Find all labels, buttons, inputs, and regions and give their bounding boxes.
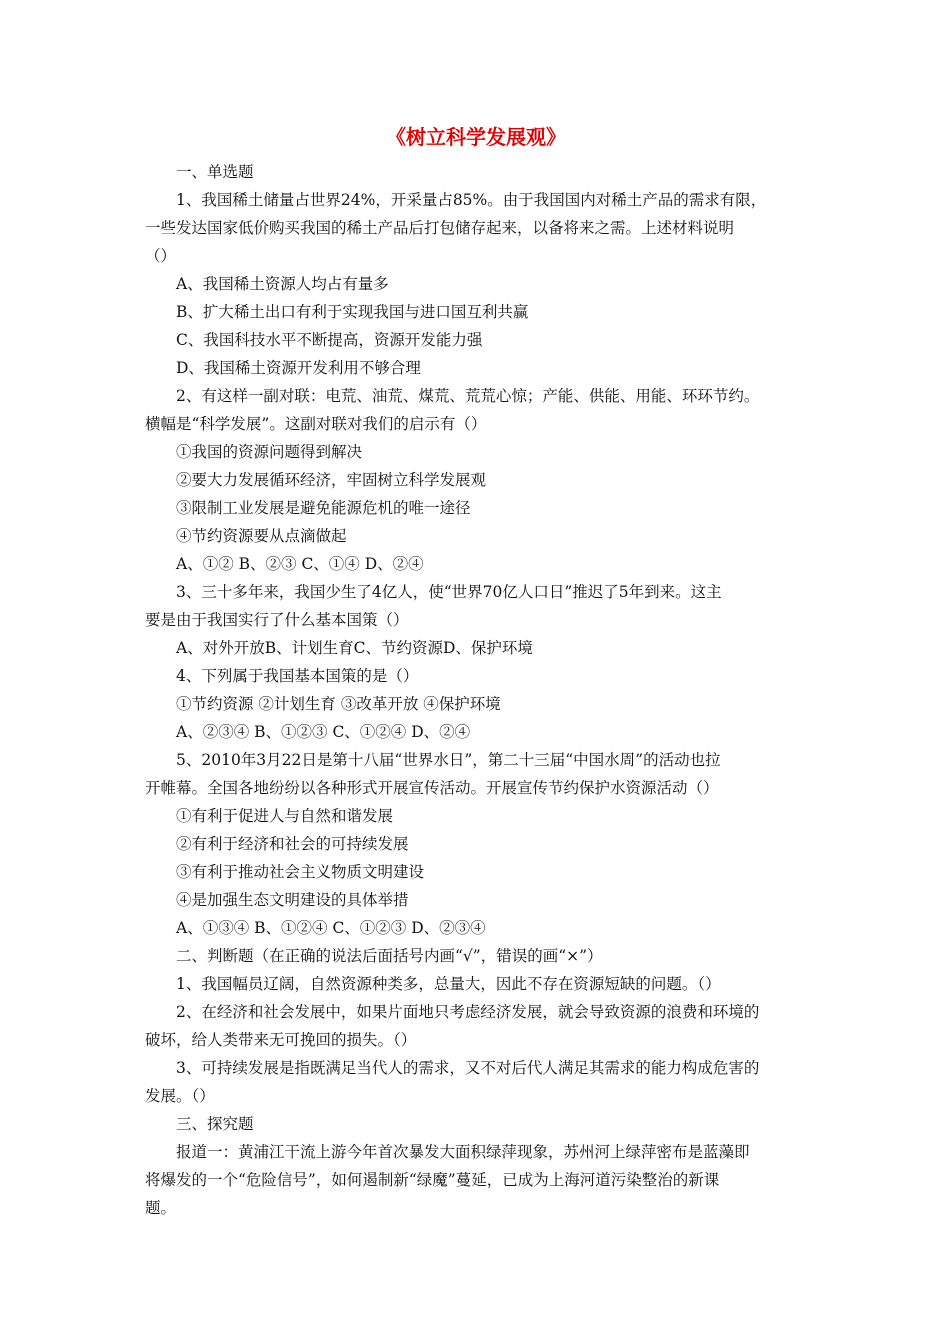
text-line: A、我国稀土资源人均占有量多 [176, 275, 389, 293]
text-line: ③限制工业发展是避免能源危机的唯一途径 [176, 499, 471, 517]
text-line: 1、我国幅员辽阔，自然资源种类多，总量大，因此不存在资源短缺的问题。（） [176, 975, 721, 993]
text-line: 破坏，给人类带来无可挽回的损失。（） [145, 1031, 417, 1049]
text-line: D、我国稀土资源开发利用不够合理 [176, 359, 421, 377]
text-line: ②要大力发展循环经济，牢固树立科学发展观 [176, 471, 487, 489]
text-line: 2、有这样一副对联：电荒、油荒、煤荒、荒荒心惊；产能、供能、用能、环环节约。 [176, 387, 760, 405]
text-line: 5、2010年3月22日是第十八届“世界水日”，第二十三届“中国水周”的活动也拉 [176, 751, 721, 769]
text-line: ②有利于经济和社会的可持续发展 [176, 835, 409, 853]
text-line: ④是加强生态文明建设的具体举措 [176, 891, 409, 909]
document-body [145, 158, 807, 1222]
text-line: 二、判断题（在正确的说法后面括号内画“√”，错误的画“×”） [176, 947, 603, 965]
text-line: 题。 [145, 1199, 177, 1217]
text-line: A、对外开放B、计划生育C、节约资源D、保护环境 [176, 639, 533, 657]
text-line: 一、单选题 [176, 163, 254, 181]
text-line: 将爆发的一个“危险信号”，如何遏制新“绿魔”蔓延，已成为上海河道污染整治的新课 [145, 1171, 720, 1189]
text-line: 3、三十多年来，我国少生了4亿人，使“世界70亿人口日”推迟了5年到来。这主 [176, 583, 722, 601]
text-line: 3、可持续发展是指既满足当代人的需求，又不对后代人满足其需求的能力构成危害的 [176, 1059, 760, 1077]
text-line: 一些发达国家低价购买我国的稀土产品后打包储存起来，以备将来之需。上述材料说明 [145, 219, 735, 237]
text-line: B、扩大稀土出口有利于实现我国与进口国互利共赢 [176, 303, 529, 321]
text-line: 横幅是“科学发展”。这副对联对我们的启示有（） [145, 415, 487, 433]
text-line: C、我国科技水平不断提高，资源开发能力强 [176, 331, 483, 349]
document-page [145, 120, 807, 1222]
text-line: A、②③④ B、①②③ C、①②④ D、②④ [176, 723, 471, 741]
text-line: 1、我国稀土储量占世界24%，开采量占85%。由于我国国内对稀土产品的需求有限， [176, 191, 767, 209]
text-line: （） [145, 247, 177, 265]
text-line: 4、下列属于我国基本国策的是（） [176, 667, 419, 685]
text-line: ③有利于推动社会主义物质文明建设 [176, 863, 425, 881]
text-line: 开帷幕。全国各地纷纷以各种形式开展宣传活动。开展宣传节约保护水资源活动（） [145, 779, 719, 797]
text-line: 三、探究题 [176, 1115, 254, 1133]
text-line: ①有利于促进人与自然和谐发展 [176, 807, 394, 825]
text-line: A、①② B、②③ C、①④ D、②④ [176, 555, 424, 573]
text-line: 报道一：黄浦江干流上游今年首次暴发大面积绿萍现象，苏州河上绿萍密布是蓝藻即 [176, 1143, 750, 1161]
text-line: ①节约资源 ②计划生育 ③改革开放 ④保护环境 [176, 695, 501, 713]
text-line: ④节约资源要从点滴做起 [176, 527, 347, 545]
text-line: 2、在经济和社会发展中，如果片面地只考虑经济发展，就会导致资源的浪费和环境的 [176, 1003, 760, 1021]
text-line: 要是由于我国实行了什么基本国策（） [145, 611, 409, 629]
text-line: A、①③④ B、①②④ C、①②③ D、②③④ [176, 919, 486, 937]
text-line: ①我国的资源问题得到解决 [176, 443, 363, 461]
document-title: 《树立科学发展观》 [386, 125, 566, 149]
text-line: 发展。（） [145, 1087, 215, 1105]
